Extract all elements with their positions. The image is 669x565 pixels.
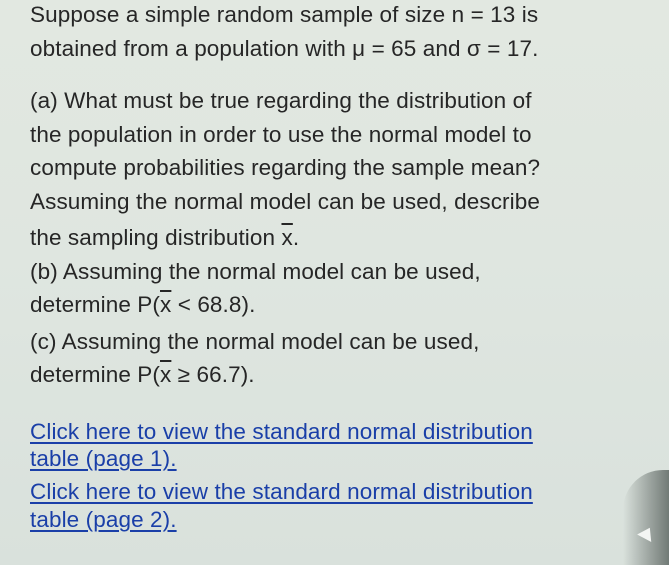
table-page-2-link-line-1[interactable] xyxy=(30,477,533,507)
table-page-1-link-continued[interactable]: table (page 1). xyxy=(30,446,177,471)
intro-line-2: obtained from a population with μ = 65 and σ = 17. xyxy=(30,36,539,61)
part-b-line-2-prefix: determine P( xyxy=(30,292,161,317)
part-c-line-1: (c) Assuming the normal model can be used, xyxy=(30,329,480,354)
part-b-line-2-suffix: < 68.8). xyxy=(171,292,256,317)
part-c-line-2-prefix: determine P( xyxy=(30,362,161,387)
part-c-line-2-suffix: ≥ 66.7). xyxy=(171,362,255,387)
part-b-line-2 xyxy=(30,290,255,320)
intro-line-1: Suppose a simple random sample of size n = 13 is xyxy=(30,2,539,27)
table-page-1-link-line-1[interactable] xyxy=(30,417,533,447)
part-a-line-5-prefix: the sampling distribution xyxy=(30,225,282,250)
part-a-line-2: the population in order to use the normal model to xyxy=(30,122,532,147)
part-a-line-4: Assuming the normal model can be used, describe xyxy=(30,189,540,214)
table-page-1-link[interactable]: Click here to view the standard normal distribution xyxy=(30,419,533,444)
part-a-line-5-suffix: . xyxy=(292,225,300,250)
scroll-arrow-icon[interactable] xyxy=(637,524,657,542)
table-page-1-link-line-2[interactable] xyxy=(30,444,177,474)
part-a-line-1: (a) What must be true regarding the distribution of xyxy=(30,88,532,113)
part-a-line-3: compute probabilities regarding the sample mean? xyxy=(30,155,541,180)
part-b-line-1: (b) Assuming the normal model can be used, xyxy=(30,259,481,284)
x-bar-symbol: $\overline{x}$ xyxy=(160,292,172,317)
part-c-line-2 xyxy=(30,360,255,390)
part-a-line-5 xyxy=(30,223,299,253)
x-bar-symbol: $\overline{x}$ xyxy=(281,225,293,250)
scroll-handle[interactable] xyxy=(623,470,669,565)
table-page-2-link[interactable]: Click here to view the standard normal distribution xyxy=(30,479,533,504)
x-bar-symbol: $\overline{x}$ xyxy=(160,362,172,387)
table-page-2-link-continued[interactable]: table (page 2). xyxy=(30,507,177,532)
table-page-2-link-line-2[interactable] xyxy=(30,505,177,535)
